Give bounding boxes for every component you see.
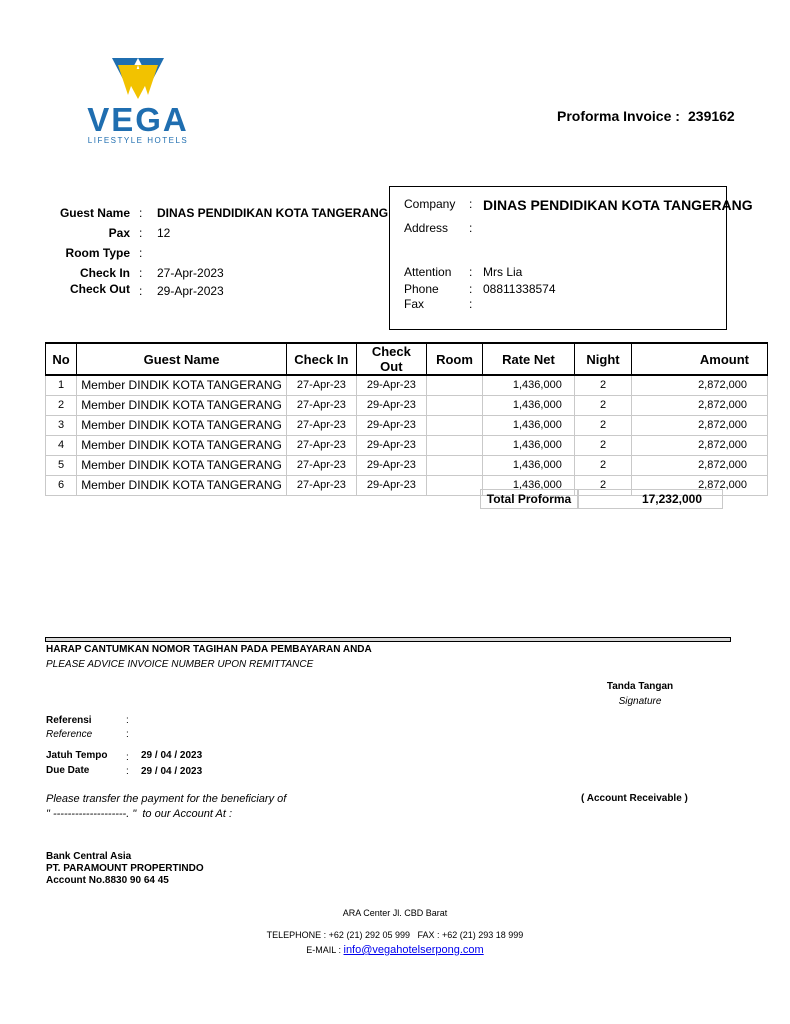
row-check-in: 27-Apr-23: [286, 455, 356, 475]
row-amount: 2,872,000: [632, 415, 768, 435]
row-no: 1: [46, 375, 77, 395]
header-rate-net: Rate Net: [483, 343, 575, 375]
row-check-out: 29-Apr-23: [356, 395, 426, 415]
row-amount: 2,872,000: [632, 455, 768, 475]
divider: [45, 637, 731, 642]
row-check-out: 29-Apr-23: [356, 415, 426, 435]
row-guest: Member DINDIK KOTA TANGERANG: [77, 375, 287, 395]
footer-email-line: [0, 944, 790, 956]
row-room: [426, 395, 482, 415]
pax-label: Pax: [108, 226, 130, 240]
header-amount: Amount: [632, 343, 768, 375]
colon: :: [469, 197, 473, 211]
row-night: 2: [574, 455, 631, 475]
bank-account: Account No.8830 90 64 45: [46, 875, 169, 886]
invoice-number: 239162: [688, 108, 735, 124]
row-no: 4: [46, 435, 77, 455]
header-check-out: Check Out: [356, 343, 426, 375]
row-amount: 2,872,000: [632, 475, 768, 495]
footer-phone: TELEPHONE : +62 (21) 292 05 999 FAX : +62 (21) 293 18 999: [266, 930, 524, 940]
table-header-row: [46, 343, 768, 375]
row-room: [426, 475, 482, 495]
row-guest: Member DINDIK KOTA TANGERANG: [77, 475, 287, 495]
room-type-label: Room Type: [65, 246, 130, 260]
row-guest: Member DINDIK KOTA TANGERANG: [77, 415, 287, 435]
reference-label-en: Reference: [46, 729, 93, 740]
row-night: 2: [574, 395, 631, 415]
row-check-out: 29-Apr-23: [356, 375, 426, 395]
row-check-in: 27-Apr-23: [286, 435, 356, 455]
row-room: [426, 375, 482, 395]
colon: :: [139, 226, 143, 240]
due-value: 29 / 04 / 2023: [141, 750, 203, 761]
company-label: Company: [404, 197, 456, 211]
row-rate: 1,436,000: [483, 395, 575, 415]
due-label: Jatuh Tempo: [46, 750, 108, 761]
table-row: [46, 415, 768, 435]
colon: :: [469, 221, 473, 235]
row-check-in: 27-Apr-23: [286, 375, 356, 395]
bank-name: Bank Central Asia: [46, 851, 132, 862]
signature-label-en: Signature: [618, 696, 662, 707]
colon: :: [139, 266, 143, 280]
row-no: 5: [46, 455, 77, 475]
row-night: 2: [574, 475, 631, 495]
header-guest-name: Guest Name: [77, 343, 287, 375]
row-rate: 1,436,000: [483, 455, 575, 475]
footer-email-link[interactable]: info@vegahotelserpong.com: [343, 944, 484, 956]
phone-value: 08811338574: [483, 282, 556, 296]
colon: :: [126, 715, 129, 726]
row-no: 2: [46, 395, 77, 415]
transfer-line1: Please transfer the payment for the beneficiary of: [46, 793, 287, 805]
colon: :: [126, 766, 129, 777]
row-check-out: 29-Apr-23: [356, 435, 426, 455]
row-room: [426, 455, 482, 475]
row-no: 3: [46, 415, 77, 435]
row-rate: 1,436,000: [483, 435, 575, 455]
company-value: DINAS PENDIDIKAN KOTA TANGERANG: [483, 197, 753, 213]
row-night: 2: [574, 415, 631, 435]
attention-label: Attention: [404, 265, 452, 279]
signature-label: Tanda Tangan: [606, 681, 674, 692]
row-room: [426, 435, 482, 455]
row-check-out: 29-Apr-23: [356, 455, 426, 475]
header-room: Room: [426, 343, 482, 375]
colon: :: [469, 282, 473, 296]
account-receivable-label: ( Account Receivable ): [581, 793, 688, 804]
row-check-out: 29-Apr-23: [356, 475, 426, 495]
colon: :: [139, 246, 143, 260]
row-check-in: 27-Apr-23: [286, 395, 356, 415]
row-night: 2: [574, 435, 631, 455]
row-amount: 2,872,000: [632, 395, 768, 415]
table-row: [46, 375, 768, 395]
transfer-line2: " --------------------. " to our Account At :: [46, 808, 233, 820]
items-table: [45, 342, 768, 496]
table-row: [46, 435, 768, 455]
row-rate: 1,436,000: [483, 475, 575, 495]
notice-en: PLEASE ADVICE INVOICE NUMBER UPON REMITTANCE: [46, 659, 314, 670]
address-label: Address: [404, 221, 449, 235]
footer-email-label: E-MAIL :: [306, 945, 341, 955]
fax-label: Fax: [404, 297, 425, 311]
header-check-in: Check In: [286, 343, 356, 375]
due-value-en: 29 / 04 / 2023: [141, 766, 203, 777]
reference-label: Referensi: [46, 715, 92, 726]
colon: :: [139, 206, 143, 220]
table-row: [46, 395, 768, 415]
check-out-value: 29-Apr-2023: [157, 284, 224, 298]
footer-address: ARA Center Jl. CBD Barat: [342, 908, 448, 918]
check-out-label: Check Out: [69, 282, 130, 296]
brand-name: VEGA: [87, 101, 189, 138]
row-room: [426, 415, 482, 435]
colon: :: [126, 752, 129, 763]
check-in-label: Check In: [79, 266, 130, 280]
check-in-value: 27-Apr-2023: [157, 266, 224, 280]
row-amount: 2,872,000: [632, 375, 768, 395]
colon: :: [469, 297, 473, 311]
brand-tagline: LIFESTYLE HOTELS: [87, 136, 189, 145]
header-night: Night: [574, 343, 631, 375]
guest-name-value: DINAS PENDIDIKAN KOTA TANGERANG: [157, 206, 389, 220]
due-label-en: Due Date: [46, 765, 90, 776]
row-amount: 2,872,000: [632, 435, 768, 455]
row-check-in: 27-Apr-23: [286, 475, 356, 495]
row-rate: 1,436,000: [483, 375, 575, 395]
row-rate: 1,436,000: [483, 415, 575, 435]
row-night: 2: [574, 375, 631, 395]
guest-name-label: Guest Name: [59, 206, 130, 220]
attention-value: Mrs Lia: [483, 265, 523, 279]
bank-holder: PT. PARAMOUNT PROPERTINDO: [46, 863, 204, 874]
row-check-in: 27-Apr-23: [286, 415, 356, 435]
total-value: 17,232,000: [578, 489, 723, 509]
table-row: [46, 455, 768, 475]
invoice-label: Proforma Invoice :: [557, 108, 680, 124]
total-label: Total Proforma: [480, 489, 578, 509]
colon: :: [469, 265, 473, 279]
notice-id: HARAP CANTUMKAN NOMOR TAGIHAN PADA PEMBAYARAN ANDA: [46, 644, 372, 655]
colon: :: [126, 729, 129, 740]
colon: :: [139, 284, 143, 298]
row-guest: Member DINDIK KOTA TANGERANG: [77, 455, 287, 475]
row-guest: Member DINDIK KOTA TANGERANG: [77, 395, 287, 415]
row-guest: Member DINDIK KOTA TANGERANG: [77, 435, 287, 455]
phone-label: Phone: [404, 282, 439, 296]
header-no: No: [46, 343, 77, 375]
row-no: 6: [46, 475, 77, 495]
pax-value: 12: [157, 226, 171, 240]
